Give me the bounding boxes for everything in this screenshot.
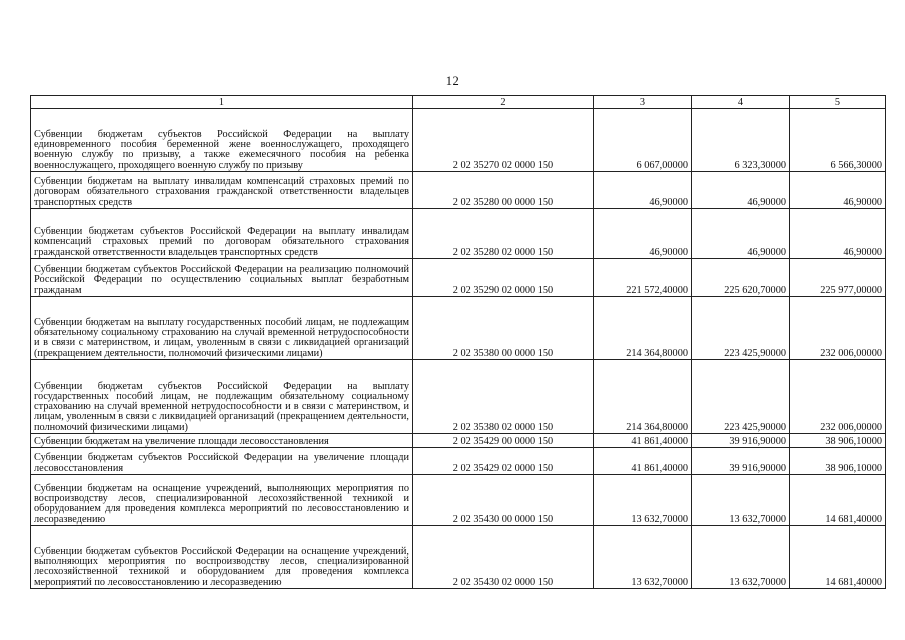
row-value-3: 46,90000 — [790, 172, 886, 209]
row-value-3: 232 006,00000 — [790, 297, 886, 360]
row-value-1: 6 067,00000 — [594, 109, 692, 172]
row-value-1: 46,90000 — [594, 209, 692, 259]
row-description: Субвенции бюджетам субъектов Российской Федерации на оснащение учреждений, выполняющих мероприятия по воспроизводству лесов, специализированной лесохозяйственной техникой и оборудованием для проведения комплекса мероприятий по лесовосстановлению и лесоразведению — [31, 526, 413, 589]
row-value-2: 39 916,90000 — [692, 448, 790, 475]
row-description: Субвенции бюджетам на выплату государственных пособий лицам, не подлежащим обязательному социальному страхованию на случай временной нетрудоспособности и в связи с материнством, и лицам, уволенным в связи с ликвидацией организаций (прекращением деятельности, полномочий физическими лицами) — [31, 297, 413, 360]
row-value-1: 13 632,70000 — [594, 526, 692, 589]
row-value-1: 214 364,80000 — [594, 297, 692, 360]
row-value-2: 39 916,90000 — [692, 434, 790, 448]
row-value-2: 6 323,30000 — [692, 109, 790, 172]
row-description: Субвенции бюджетам субъектов Российской Федерации на реализацию полномочий Российской Федерации по осуществлению социальных выплат безработным гражданам — [31, 259, 413, 297]
header-row — [31, 96, 886, 109]
row-value-2: 223 425,90000 — [692, 297, 790, 360]
table-row — [31, 172, 886, 209]
table-row — [31, 297, 886, 360]
row-value-2: 225 620,70000 — [692, 259, 790, 297]
row-code: 2 02 35280 00 0000 150 — [413, 172, 594, 209]
row-value-3: 232 006,00000 — [790, 360, 886, 434]
row-value-1: 13 632,70000 — [594, 475, 692, 526]
budget-table — [30, 95, 886, 589]
table-row — [31, 526, 886, 589]
row-value-3: 38 906,10000 — [790, 448, 886, 475]
row-value-3: 38 906,10000 — [790, 434, 886, 448]
row-value-1: 41 861,40000 — [594, 448, 692, 475]
row-code: 2 02 35380 00 0000 150 — [413, 297, 594, 360]
header-col-3: 3 — [594, 96, 692, 109]
row-description: Субвенции бюджетам субъектов Российской Федерации на выплату единовременного пособия беременной жене военнослужащего, проходящего военную службу по призыву, а также ежемесячного пособия на ребенка военнослужащего, проходящего военную службу по призыву — [31, 109, 413, 172]
table-row — [31, 448, 886, 475]
row-value-2: 13 632,70000 — [692, 526, 790, 589]
header-col-2: 2 — [413, 96, 594, 109]
header-col-4: 4 — [692, 96, 790, 109]
row-code: 2 02 35290 02 0000 150 — [413, 259, 594, 297]
row-description: Субвенции бюджетам субъектов Российской Федерации на выплату инвалидам компенсаций страховых премий по договорам обязательного страхования гражданской ответственности владельцев транспортных средств — [31, 209, 413, 259]
row-value-3: 14 681,40000 — [790, 475, 886, 526]
row-code: 2 02 35270 02 0000 150 — [413, 109, 594, 172]
row-code: 2 02 35429 02 0000 150 — [413, 448, 594, 475]
row-value-1: 221 572,40000 — [594, 259, 692, 297]
row-code: 2 02 35430 02 0000 150 — [413, 526, 594, 589]
header-col-1: 1 — [31, 96, 413, 109]
row-code: 2 02 35429 00 0000 150 — [413, 434, 594, 448]
row-description: Субвенции бюджетам субъектов Российской Федерации на выплату государственных пособий лицам, не подлежащим обязательному социальному страхованию на случай временной нетрудоспособности и в связи с материнством, и лицам, уволенным в связи с ликвидацией организаций (прекращением деятельности, полномочий физическими лицами) — [31, 360, 413, 434]
header-col-5: 5 — [790, 96, 886, 109]
table-row — [31, 434, 886, 448]
row-value-1: 46,90000 — [594, 172, 692, 209]
row-description: Субвенции бюджетам на выплату инвалидам компенсаций страховых премий по договорам обязательного страхования гражданской ответственности владельцев транспортных средств — [31, 172, 413, 209]
row-value-2: 46,90000 — [692, 209, 790, 259]
row-value-3: 6 566,30000 — [790, 109, 886, 172]
page-number: 12 — [445, 74, 460, 88]
row-value-3: 14 681,40000 — [790, 526, 886, 589]
row-code: 2 02 35280 02 0000 150 — [413, 209, 594, 259]
row-description: Субвенции бюджетам на оснащение учреждений, выполняющих мероприятия по воспроизводству лесов, специализированной лесохозяйственной техникой и оборудованием для проведения комплекса мероприятий по лесовосстановлению и лесоразведению — [31, 475, 413, 526]
table-row — [31, 475, 886, 526]
row-value-2: 13 632,70000 — [692, 475, 790, 526]
table-row — [31, 360, 886, 434]
row-value-1: 41 861,40000 — [594, 434, 692, 448]
row-value-1: 214 364,80000 — [594, 360, 692, 434]
row-description: Субвенции бюджетам на увеличение площади лесовосстановления — [31, 434, 413, 448]
table-row — [31, 109, 886, 172]
table-row — [31, 209, 886, 259]
row-description: Субвенции бюджетам субъектов Российской Федерации на увеличение площади лесовосстановления — [31, 448, 413, 475]
row-value-2: 223 425,90000 — [692, 360, 790, 434]
row-code: 2 02 35380 02 0000 150 — [413, 360, 594, 434]
row-code: 2 02 35430 00 0000 150 — [413, 475, 594, 526]
row-value-3: 225 977,00000 — [790, 259, 886, 297]
table-row — [31, 259, 886, 297]
row-value-2: 46,90000 — [692, 172, 790, 209]
row-value-3: 46,90000 — [790, 209, 886, 259]
